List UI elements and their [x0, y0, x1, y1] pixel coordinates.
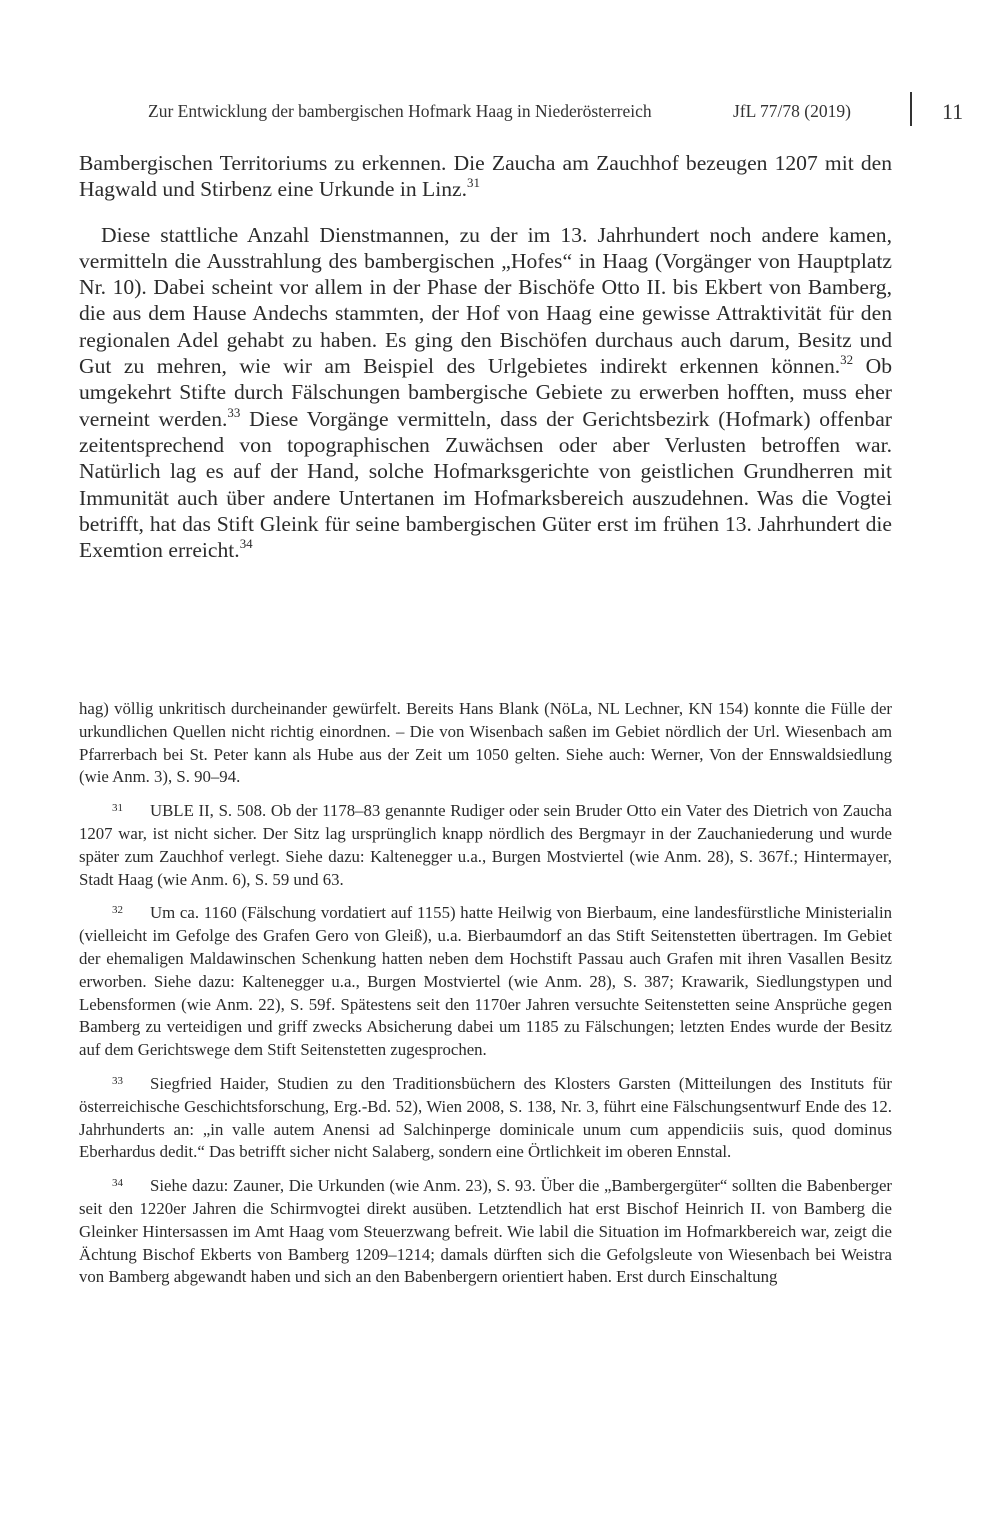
paragraph-2 [79, 222, 892, 564]
footnote-number: 32 [112, 904, 123, 917]
paragraph-2-part-a: Diese stattliche Anzahl Dienstmannen, zu der im 13. Jahrhundert noch andere kamen, vermitteln die Ausstrahlung des bambergischen „Hofes“ in Haag (Vorgänger von Hauptplatz Nr. 10). Dabei scheint vor allem in der Phase der Bischöfe Otto II. bis Ekbert von Bamberg, die aus dem Hause Andechs stammten, der Hof von Haag eine gewisse Attraktivität für den regionalen Adel gehabt zu haben. Es ging den Bischöfen durchaus auch darum, Besitz und Gut zu mehren, wie wir am Beispiel des Urlgebietes indirekt erkennen können. [79, 222, 892, 379]
running-title: Zur Entwicklung der bambergischen Hofmark Haag in Niederösterreich [148, 101, 652, 121]
footnote-number: 31 [112, 802, 123, 815]
paragraph-2-part-b: Ob umgekehrt Stifte durch Fälschungen bambergische Gebiete zu erwerben hofften, muss eher verneint werden. [79, 354, 893, 431]
paragraph-2-part-c: Diese Vorgänge vermitteln, dass der Gerichtsbezirk (Hofmark) offenbar zeitentsprechend von topographischen Zuwächsen oder aber Verlusten betroffen war. Natürlich lag es auf der Hand, solche Hofmarksgerichte von geistlichen Grundherren mit Immunität auch über andere Untertanen im Hofmarksbereich auszudehnen. Was die Vogtei betrifft, hat das Stift Gleink für seine bambergischen Güter erst im frühen 13. Jahrhundert die Exemtion erreicht. [79, 406, 893, 563]
footnote-32 [79, 899, 892, 1062]
body-text [79, 150, 892, 563]
paragraph-1 [79, 150, 892, 203]
footnotes-section [79, 698, 892, 1289]
footnote-continuation: hag) völlig unkritisch durcheinander gewürfelt. Bereits Hans Blank (NöLa, NL Lechner, KN 154) konnte die Fülle der urkundlichen Quellen nicht richtig einordnen. – Die von Wisenbach saßen im Gebiet nördlich der Url. Wiesenbach am Pfarrerbach bei St. Peter kann als Hube aus der Zeit um 1050 gelten. Siehe auch: Werner, Von der Ennswaldsiedlung (wie Anm. 3), S. 90–94. [79, 699, 892, 787]
footnote-ref-33[interactable]: 33 [227, 404, 241, 420]
footnote-ref-34[interactable]: 34 [239, 536, 253, 552]
running-header [148, 101, 918, 122]
paragraph-1-text: Bambergischen Territoriums zu erkennen. Die Zaucha am Zauchhof bezeugen 1207 mit den Hagwald und Stirbenz eine Urkunde in Linz. [79, 151, 892, 202]
footnote-number: 34 [112, 1177, 123, 1190]
footnote-ref-31[interactable]: 31 [466, 175, 480, 191]
footnote-31 [79, 797, 892, 891]
footnote-text: Siehe dazu: Zauner, Die Urkunden (wie Anm. 23), S. 93. Über die „Bambergergüter“ sollten die Babenberger seit den 1220er Jahren die Schirmvogtei direkt ausüben. Letztendlich hat erst Bischof Heinrich II. von Bamberg die Gleinker Hintersassen im Amt Haag vom Steuerzwang befreit. Wie labil die Situation im Hofmarkbereich war, zeigt die Ächtung Bischof Ekberts von Bamberg 1209–1214; damals dürften sich die Gefolgsleute von Wiesenbach bei Weistra von Bamberg abgewandt haben und sich an den Babenbergern orientiert haben. Erst durch Einschaltung [79, 1176, 892, 1287]
journal-citation: JfL 77/78 (2019) [733, 101, 851, 121]
footnote-number: 33 [112, 1074, 123, 1087]
footnote-33 [79, 1070, 892, 1164]
footnote-ref-32[interactable]: 32 [840, 352, 854, 368]
footnote-text: Um ca. 1160 (Fälschung vordatiert auf 1155) hatte Heilwig von Bierbaum, eine landesfürstliche Ministerialin (vielleicht im Gefolge des Grafen Gero von Gleiß), u.a. Bierbaumdorf an das Stift Seitenstetten übertragen. Im Gebiet der ehemaligen Maldawinschen Schenkung hatten neben dem Hochstift Passau auch Grafen mit ihren Vasallen Besitz erworben. Siehe dazu: Kaltenegger u.a., Burgen Mostviertel (wie Anm. 28), S. 387; Krawarik, Siedlungstypen und Lebensformen (wie Anm. 22), S. 59f. Spätestens seit den 1170er Jahren versuchte Seitenstetten seine Ansprüche gegen Bamberg zu verteidigen und griff zwecks Absicherung dabei um 1185 zu Fälschungen; letzten Endes wurde der Besitz auf dem Gerichtswege dem Stift Seitenstetten zugesprochen. [79, 903, 892, 1060]
page-number: 11 [942, 99, 964, 124]
footnote-text: Siegfried Haider, Studien zu den Traditionsbüchern des Klosters Garsten (Mitteilungen des Instituts für österreichische Geschichtsforschung, Erg.-Bd. 52), Wien 2008, S. 138, Nr. 3, führt eine Fälschungsentwurf Ende des 12. Jahrhunderts an: „in valle autem Anensi ad Salchinperge dominicale unum cum appendiciis suis, quod dominus Eberhardus dedit.“ Das betrifft sicher nicht Salaberg, sondern eine Örtlichkeit im oberen Ennstal. [79, 1073, 892, 1162]
footnote-34 [79, 1172, 892, 1289]
header-divider [910, 92, 912, 126]
footnote-text: UBLE II, S. 508. Ob der 1178–83 genannte Rudiger oder sein Bruder Otto ein Vater des Dietrich von Zaucha 1207 war, ist nicht sicher. Der Sitz lag ursprünglich knapp nördlich des Bergmayr in der Zauchaniederung und wurde später zum Zauchhof verlegt. Siehe dazu: Kaltenegger u.a., Burgen Mostviertel (wie Anm. 28), S. 367f.; Hintermayer, Stadt Haag (wie Anm. 6), S. 59 und 63. [79, 801, 892, 889]
